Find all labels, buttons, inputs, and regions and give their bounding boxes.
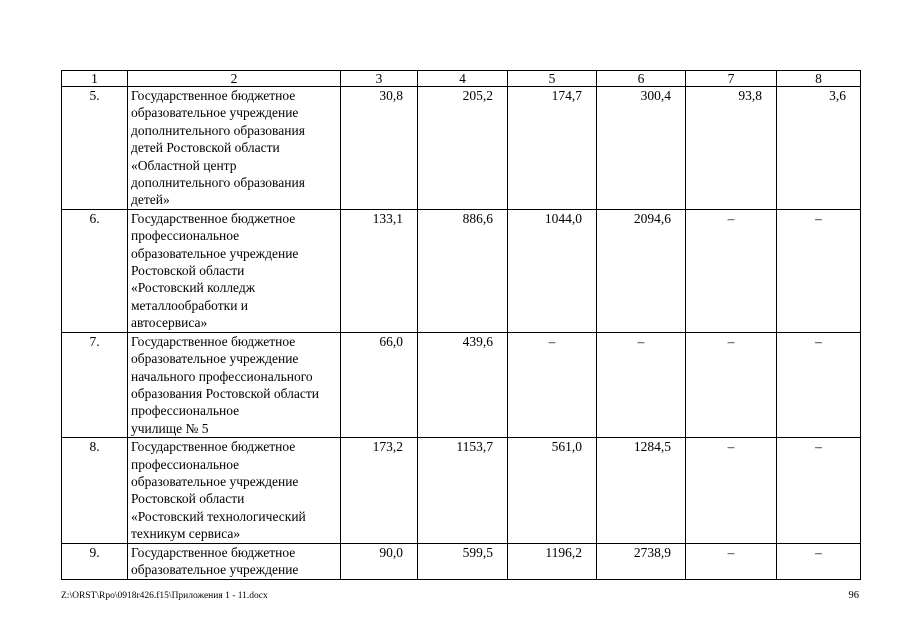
cell-col8: 3,6 — [777, 87, 861, 210]
cell-col8: – — [777, 209, 861, 332]
row-number: 5. — [62, 87, 128, 210]
table-row — [62, 438, 861, 543]
column-header: 6 — [597, 71, 686, 87]
table-header-row — [62, 71, 861, 87]
cell-col6: 2094,6 — [597, 209, 686, 332]
page-number: 96 — [848, 590, 859, 601]
column-header: 2 — [128, 71, 341, 87]
cell-col6: 2738,9 — [597, 543, 686, 579]
cell-col7: – — [686, 438, 777, 543]
column-header: 4 — [418, 71, 508, 87]
footer-file-path: Z:\ORST\Rpo\0918r426.f15\Приложения 1 - 11.docx — [61, 591, 268, 601]
cell-col7: – — [686, 543, 777, 579]
cell-col8: – — [777, 438, 861, 543]
column-header: 3 — [341, 71, 418, 87]
cell-col5: 1196,2 — [508, 543, 597, 579]
cell-col4: 439,6 — [418, 332, 508, 437]
table-row — [62, 209, 861, 332]
cell-col5: – — [508, 332, 597, 437]
data-table — [61, 70, 861, 580]
institution-name: Государственное бюджетное профессиональное образовательное учреждение Ростовской области «Ростовский технологический техникум сервиса» — [128, 438, 341, 543]
cell-col6: – — [597, 332, 686, 437]
cell-col4: 599,5 — [418, 543, 508, 579]
cell-col5: 1044,0 — [508, 209, 597, 332]
institution-name: Государственное бюджетное образовательное учреждение начального профессионального образования Ростовской области профессиональное училище № 5 — [128, 332, 341, 437]
row-number: 7. — [62, 332, 128, 437]
cell-col3: 90,0 — [341, 543, 418, 579]
column-header: 7 — [686, 71, 777, 87]
cell-col3: 66,0 — [341, 332, 418, 437]
institution-name: Государственное бюджетное профессиональное образовательное учреждение Ростовской области «Ростовский колледж металлообработки и автосервиса» — [128, 209, 341, 332]
cell-col3: 30,8 — [341, 87, 418, 210]
institution-name: Государственное бюджетное образовательное учреждение дополнительного образования детей Ростовской области «Областной центр дополнительного образования детей» — [128, 87, 341, 210]
cell-col8: – — [777, 332, 861, 437]
column-header: 5 — [508, 71, 597, 87]
column-header: 1 — [62, 71, 128, 87]
cell-col6: 300,4 — [597, 87, 686, 210]
row-number: 9. — [62, 543, 128, 579]
column-header: 8 — [777, 71, 861, 87]
cell-col5: 561,0 — [508, 438, 597, 543]
cell-col4: 205,2 — [418, 87, 508, 210]
table-row — [62, 543, 861, 579]
cell-col6: 1284,5 — [597, 438, 686, 543]
table-row — [62, 332, 861, 437]
cell-col7: 93,8 — [686, 87, 777, 210]
institution-name: Государственное бюджетное образовательное учреждение — [128, 543, 341, 579]
cell-col5: 174,7 — [508, 87, 597, 210]
cell-col8: – — [777, 543, 861, 579]
cell-col7: – — [686, 332, 777, 437]
cell-col4: 886,6 — [418, 209, 508, 332]
table-row — [62, 87, 861, 210]
row-number: 8. — [62, 438, 128, 543]
cell-col3: 133,1 — [341, 209, 418, 332]
cell-col7: – — [686, 209, 777, 332]
cell-col4: 1153,7 — [418, 438, 508, 543]
cell-col3: 173,2 — [341, 438, 418, 543]
row-number: 6. — [62, 209, 128, 332]
